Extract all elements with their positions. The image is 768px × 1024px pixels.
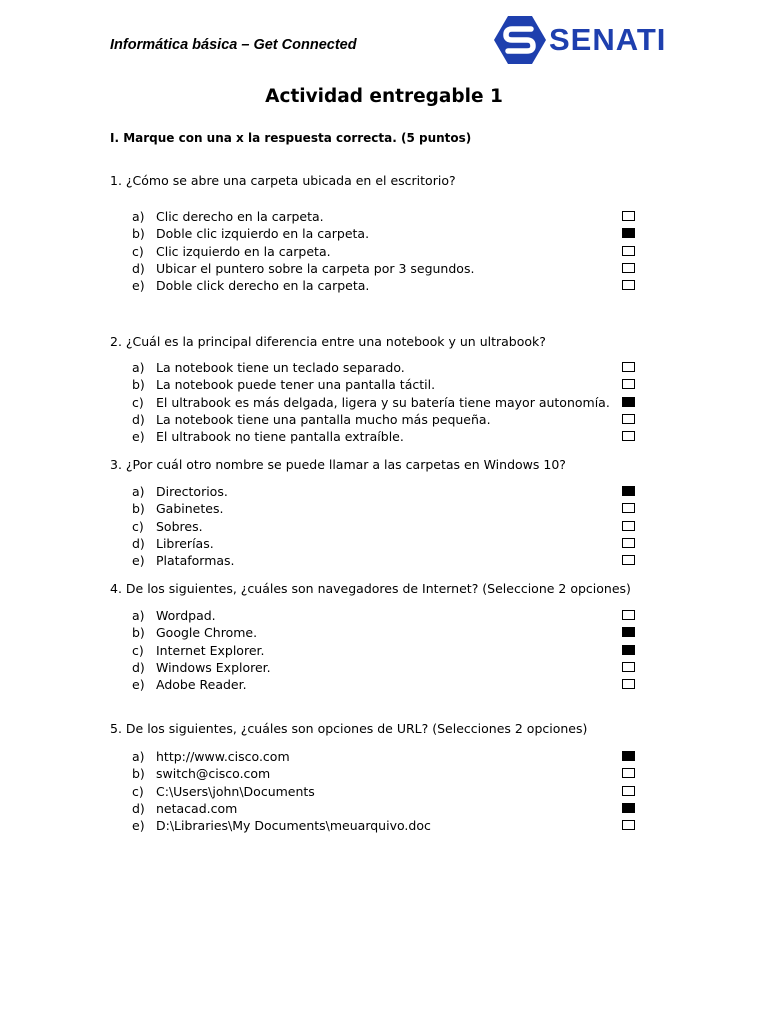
option-letter: b) [132,766,145,782]
option-text: Doble clic izquierdo en la carpeta. [156,226,370,242]
option-letter: e) [132,278,145,294]
option-letter: a) [132,209,145,224]
option-text: La notebook puede tener una pantalla táctil. [156,377,436,393]
question-text: 5. De los siguientes, ¿cuáles son opciones de URL? (Selecciones 2 opciones) [110,721,588,736]
checkbox-empty[interactable] [622,263,635,273]
answer-option [132,800,652,817]
checkbox-empty[interactable] [622,662,635,672]
option-letter: d) [132,800,145,816]
option-text: La notebook tiene un teclado separado. [156,360,405,375]
checkbox-empty[interactable] [622,211,635,221]
answer-option [132,642,652,659]
answer-option [132,260,652,277]
option-text: Clic derecho en la carpeta. [156,209,324,224]
option-text: Plataformas. [156,553,235,569]
checkbox-marked[interactable] [622,486,635,496]
checkbox-empty[interactable] [622,246,635,256]
course-title: Informática básica – Get Connected [110,37,357,53]
checkbox-empty[interactable] [622,768,635,778]
answer-option [132,783,652,800]
option-text: Google Chrome. [156,625,258,641]
checkbox-empty[interactable] [622,786,635,796]
checkbox-empty[interactable] [622,362,635,372]
option-letter: c) [132,642,144,658]
answer-option [132,607,652,624]
option-text: http://www.cisco.com [156,749,290,764]
answer-option [132,394,652,411]
checkbox-empty[interactable] [622,610,635,620]
option-letter: b) [132,501,145,517]
logo-text: SENATI [549,22,667,57]
option-letter: c) [132,394,144,410]
option-text: El ultrabook no tiene pantalla extraíble. [156,429,404,445]
checkbox-marked[interactable] [622,627,635,637]
answer-option [132,277,652,294]
checkbox-marked[interactable] [622,751,635,761]
answer-option [132,518,652,535]
answer-option [132,428,652,445]
option-letter: a) [132,484,145,499]
checkbox-empty[interactable] [622,820,635,830]
option-letter: c) [132,518,144,534]
option-text: La notebook tiene una pantalla mucho más pequeña. [156,411,491,427]
answer-option [132,208,652,225]
checkbox-empty[interactable] [622,503,635,513]
option-text: netacad.com [156,800,238,816]
option-text: Adobe Reader. [156,677,247,693]
option-letter: e) [132,429,145,445]
checkbox-empty[interactable] [622,679,635,689]
section-heading: I. Marque con una x la respuesta correcta. (5 puntos) [110,131,472,145]
question-text: 3. ¿Por cuál otro nombre se puede llamar a las carpetas en Windows 10? [110,457,566,472]
option-letter: d) [132,659,145,675]
option-letter: c) [132,783,144,799]
option-letter: d) [132,535,145,551]
option-letter: b) [132,377,145,393]
page-title: Actividad entregable 1 [265,86,503,107]
answer-option [132,500,652,517]
question-text: 2. ¿Cuál es la principal diferencia entre una notebook y un ultrabook? [110,334,546,349]
option-text: Internet Explorer. [156,642,265,658]
option-letter: a) [132,360,145,375]
option-letter: e) [132,553,145,569]
option-letter: d) [132,260,145,276]
option-text: Windows Explorer. [156,659,271,675]
option-letter: c) [132,243,144,259]
answer-option [132,817,652,834]
option-text: Doble click derecho en la carpeta. [156,278,370,294]
option-letter: e) [132,677,145,693]
option-text: Directorios. [156,484,228,499]
answer-option [132,748,652,765]
answer-option [132,624,652,641]
answer-option [132,676,652,693]
answer-option [132,411,652,428]
checkbox-empty[interactable] [622,414,635,424]
answer-option [132,225,652,242]
checkbox-empty[interactable] [622,280,635,290]
option-text: Sobres. [156,518,203,534]
option-letter: d) [132,411,145,427]
option-text: Gabinetes. [156,501,224,517]
option-text: switch@cisco.com [156,766,271,782]
option-text: C:\Users\john\Documents [156,783,315,799]
answer-option [132,243,652,260]
option-letter: a) [132,749,145,764]
checkbox-empty[interactable] [622,555,635,565]
option-text: El ultrabook es más delgada, ligera y su batería tiene mayor autonomía. [156,394,610,410]
answer-option [132,483,652,500]
answer-option [132,535,652,552]
checkbox-empty[interactable] [622,431,635,441]
option-text: D:\Libraries\My Documents\meuarquivo.doc [156,818,431,834]
option-letter: b) [132,226,145,242]
option-text: Librerías. [156,535,214,551]
option-letter: b) [132,625,145,641]
checkbox-marked[interactable] [622,228,635,238]
checkbox-empty[interactable] [622,538,635,548]
answer-option [132,765,652,782]
option-letter: a) [132,608,145,623]
question-text: 4. De los siguientes, ¿cuáles son navegadores de Internet? (Seleccione 2 opciones) [110,581,631,596]
answer-option [132,552,652,569]
option-text: Clic izquierdo en la carpeta. [156,243,331,259]
checkbox-empty[interactable] [622,521,635,531]
answer-option [132,659,652,676]
answer-option [132,376,652,393]
checkbox-marked[interactable] [622,803,635,813]
option-text: Ubicar el puntero sobre la carpeta por 3 segundos. [156,260,475,276]
checkbox-marked[interactable] [622,645,635,655]
option-letter: e) [132,818,145,834]
option-text: Wordpad. [156,608,216,623]
answer-option [132,359,652,376]
checkbox-marked[interactable] [622,397,635,407]
checkbox-empty[interactable] [622,379,635,389]
question-text: 1. ¿Cómo se abre una carpeta ubicada en el escritorio? [110,173,456,188]
